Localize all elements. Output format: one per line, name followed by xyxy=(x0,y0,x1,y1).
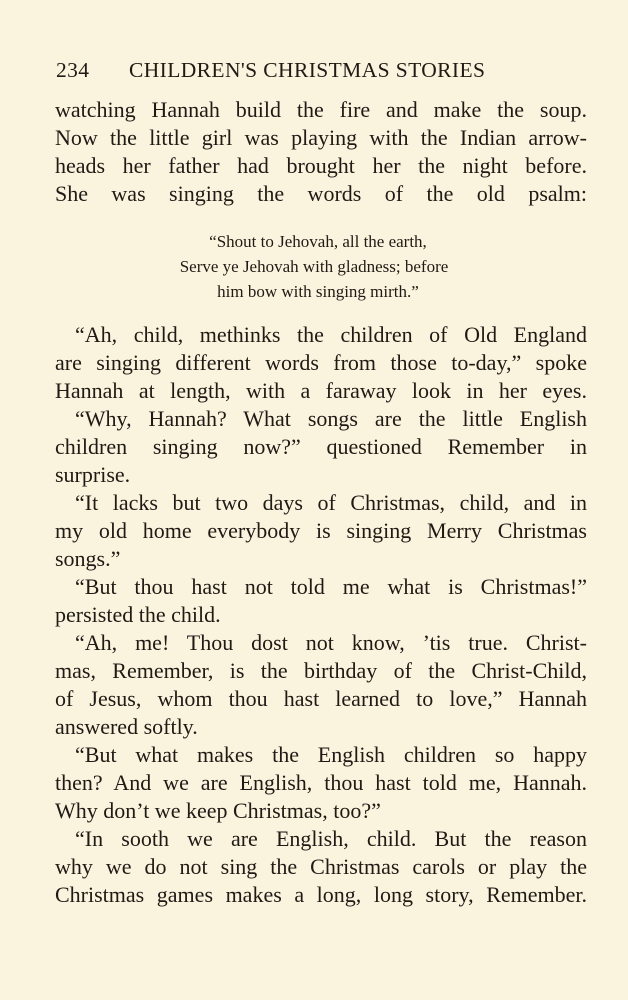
text-line: are singing different words from those to-day,” spoke xyxy=(55,350,587,375)
text-line: Hannah at length, with a faraway look in her eyes. xyxy=(55,378,587,403)
text-line: why we do not sing the Christmas carols or play the xyxy=(55,854,587,879)
text-line: “Ah, me! Thou dost not know, ’tis true. Christ- xyxy=(75,630,587,655)
text-line: answered softly. xyxy=(55,714,198,739)
text-line: heads her father had brought her the night before. xyxy=(55,153,587,178)
text-line: “But what makes the English children so happy xyxy=(75,742,587,767)
text-line: Christmas games makes a long, long story, Remember. xyxy=(55,882,587,907)
dialogue-paragraphs xyxy=(55,321,587,909)
verse-line: “Shout to Jehovah, all the earth, xyxy=(209,232,427,251)
page-number: 234 xyxy=(56,58,90,82)
text-line: She was singing the words of the old psalm: xyxy=(55,181,587,206)
text-line: “But thou hast not told me what is Christmas!” xyxy=(75,574,587,599)
text-line: persisted the child. xyxy=(55,602,221,627)
text-line: of Jesus, whom thou hast learned to love,” Hannah xyxy=(55,686,587,711)
page-header xyxy=(56,56,576,88)
text-line: “Ah, child, methinks the children of Old England xyxy=(75,322,587,347)
text-line: Now the little girl was playing with the Indian arrow- xyxy=(55,125,587,150)
paragraph-continued xyxy=(55,96,587,208)
text-line: children singing now?” questioned Remember in xyxy=(55,434,587,459)
text-line: songs.” xyxy=(55,546,121,571)
verse-line: him bow with singing mirth.” xyxy=(217,282,419,301)
running-head: CHILDREN'S CHRISTMAS STORIES xyxy=(129,58,486,82)
text-line: “In sooth we are English, child. But the reason xyxy=(75,826,587,851)
text-line: mas, Remember, is the birthday of the Christ-Child, xyxy=(55,658,587,683)
text-line: watching Hannah build the fire and make the soup. xyxy=(55,97,587,122)
text-line: my old home everybody is singing Merry Christmas xyxy=(55,518,587,543)
text-line: Why don’t we keep Christmas, too?” xyxy=(55,798,381,823)
text-line: “It lacks but two days of Christmas, child, and in xyxy=(75,490,587,515)
text-line: “Why, Hannah? What songs are the little English xyxy=(75,406,587,431)
text-line: surprise. xyxy=(55,462,131,487)
text-line: then? And we are English, thou hast told me, Hannah. xyxy=(55,770,587,795)
psalm-quotation xyxy=(0,229,628,304)
verse-line: Serve ye Jehovah with gladness; before xyxy=(179,257,449,276)
